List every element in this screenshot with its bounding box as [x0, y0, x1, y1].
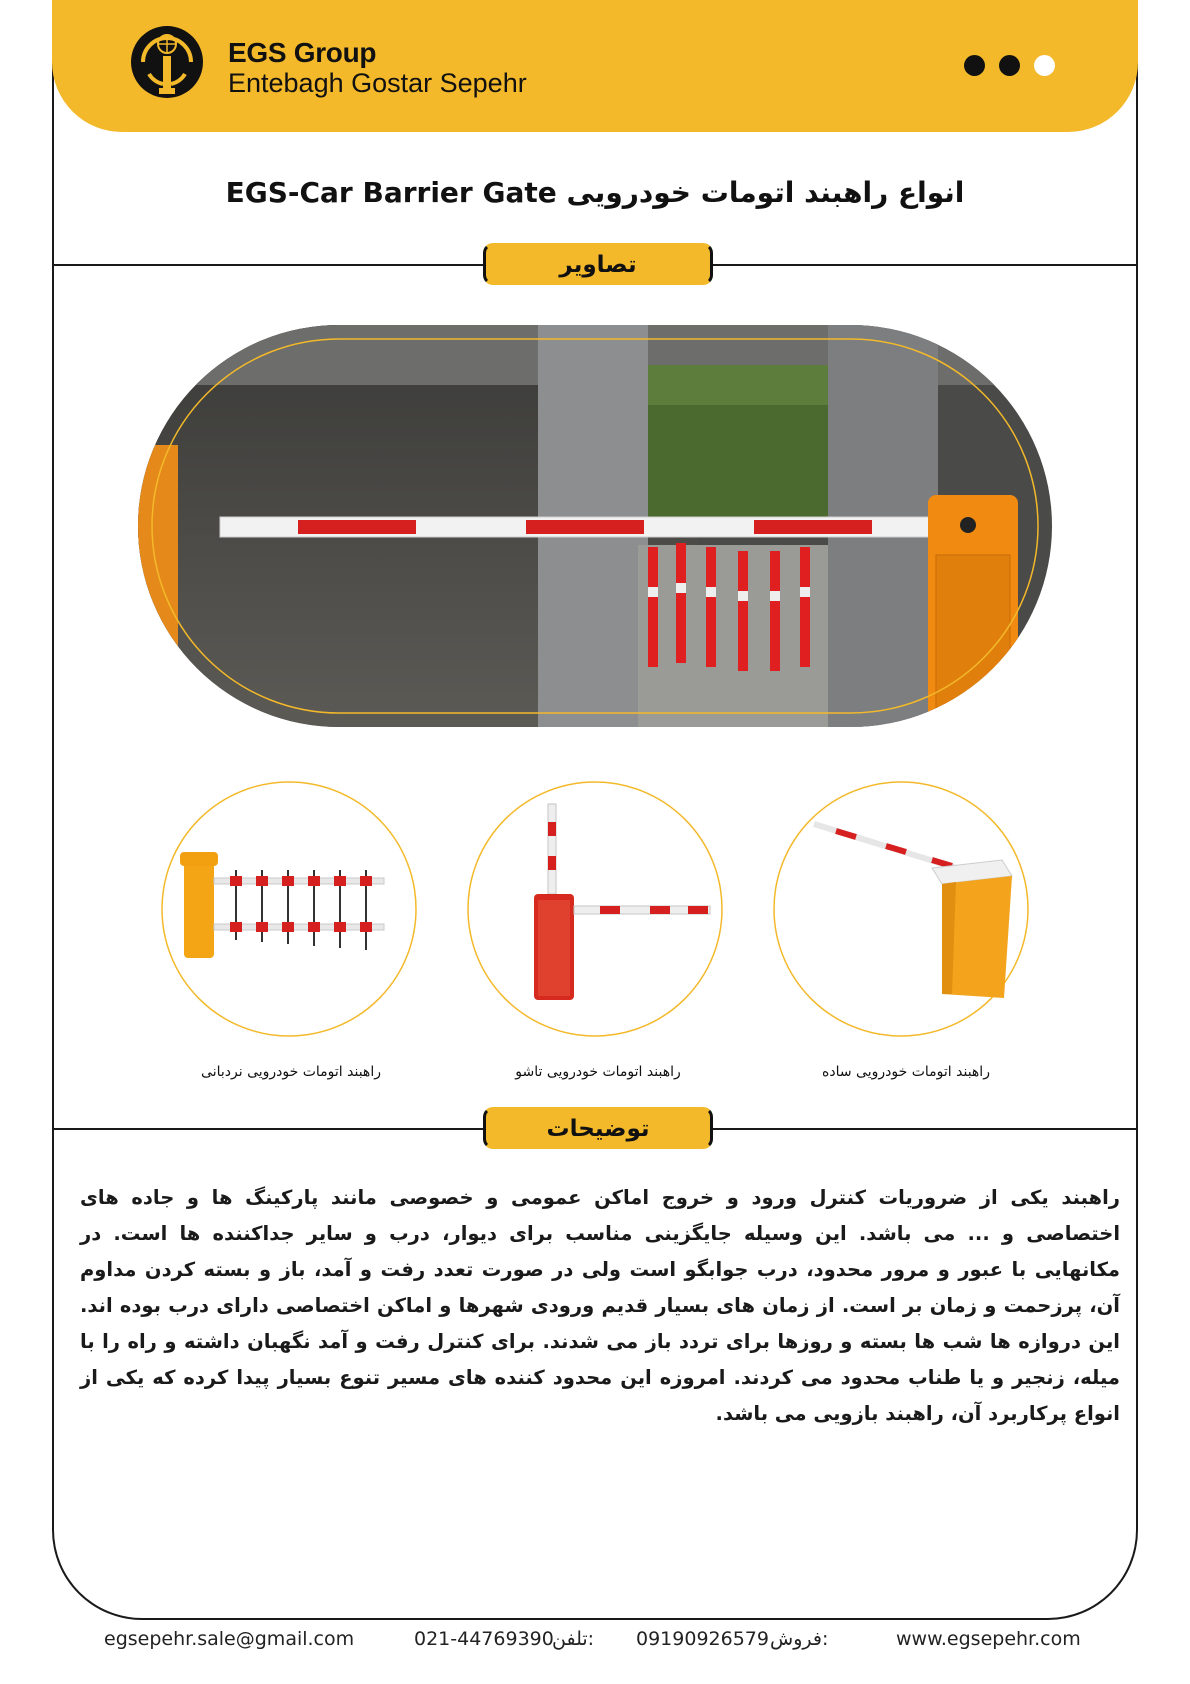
- header-dots: [964, 55, 1055, 76]
- footer-email[interactable]: egsepehr.sale@gmail.com: [104, 1628, 355, 1650]
- brand-name: EGS Group: [228, 37, 377, 68]
- footer-phone[interactable]: 021-44769390: [414, 1628, 554, 1650]
- footer-sales-phone[interactable]: 09190926579: [636, 1628, 769, 1650]
- dot-3: [1034, 55, 1055, 76]
- caption-simple-barrier: راهبند اتومات خودرویی ساده: [822, 1064, 990, 1080]
- section-label-description: توضیحات: [483, 1107, 713, 1149]
- dot-1: [964, 55, 985, 76]
- caption-folding-barrier: راهبند اتومات خودرویی تاشو: [515, 1064, 681, 1080]
- ladder-barrier-image: [144, 764, 434, 1054]
- footer-phone-label: تلفن:: [552, 1628, 595, 1650]
- description-text: راهبند یکی از ضروریات کنترل ورود و خروج اماکن عمومی و خصوصی مانند پارکینگ ها و جاده های اختصاصی و ... می باشد. این وسیله جایگزینی مناسب برای دیوار، درب و سایر جداکننده ها است. در مکانهایی با عبور و مرور محدود، درب جوابگو است ولی در صورت تعدد رفت و آمد، باز و بسته کردن مداوم آن، پرزحمت و زمان بر است. از زمان های بسیار قدیم ورودی شهرها و اماکن اختصاصی دارای درب بوده اند. این دروازه ها شب ها بسته و روزها برای تردد باز می شدند. برای کنترل رفت و آمد نگهبان داشته و راه را با میله، زنجیر و یا طناب محدود می کردند. امروزه این محدود کننده های مسیر تنوع بسیار پیدا کرده که یکی از انواع پرکاربرد آن، راهبند بازویی می باشد.: [80, 1186, 1120, 1425]
- footer: [0, 1628, 1190, 1658]
- folding-barrier-image: [450, 764, 740, 1054]
- brand-subtitle: Entebagh Gostar Sepehr: [228, 68, 527, 98]
- page-title: انواع راهبند اتومات خودرویی EGS-Car Barrier Gate: [225, 176, 965, 209]
- simple-barrier-image: [756, 764, 1046, 1054]
- caption-ladder-barrier: راهبند اتومات خودرویی نردبانی: [201, 1064, 381, 1080]
- section-label-images: تصاویر: [483, 243, 713, 285]
- egs-logo: [128, 22, 206, 102]
- footer-sales-label: فروش:: [770, 1628, 829, 1650]
- brand: [228, 38, 527, 98]
- footer-website[interactable]: www.egsepehr.com: [896, 1628, 1081, 1650]
- dot-2: [999, 55, 1020, 76]
- hero-barrier-photo: [138, 325, 1052, 727]
